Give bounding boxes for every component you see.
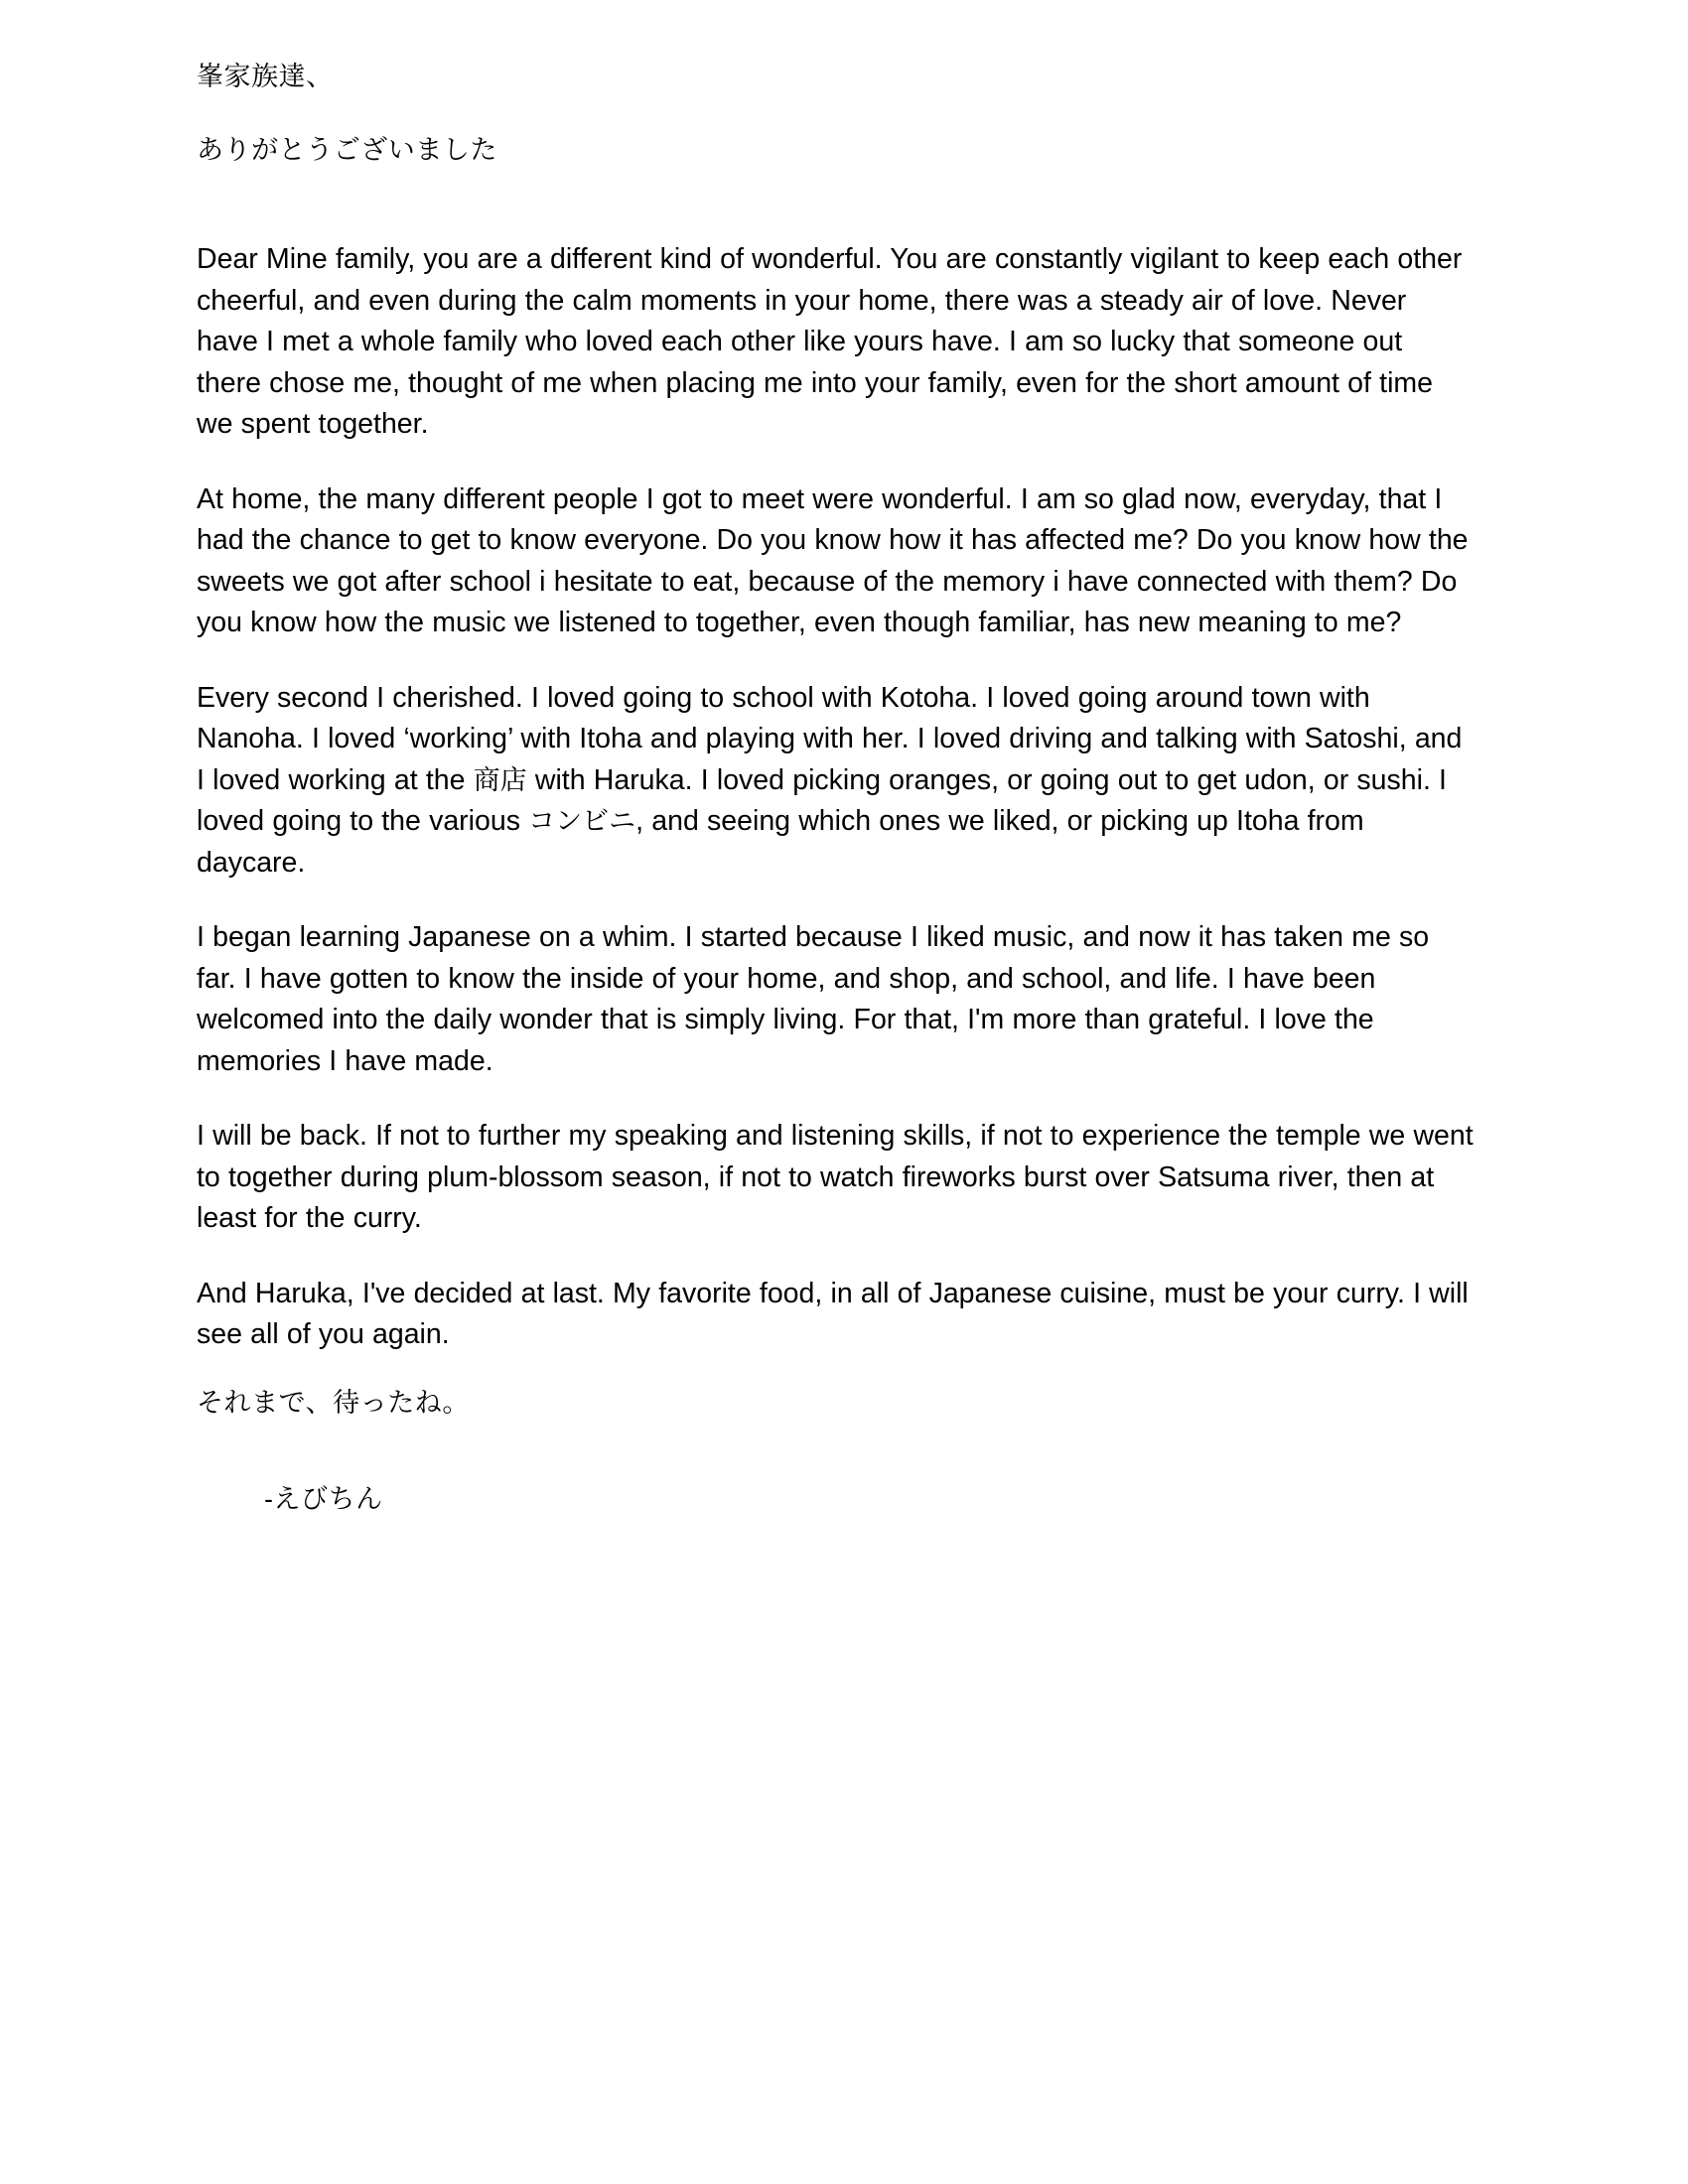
closing-line: それまで、待ったね。: [197, 1387, 470, 1418]
memories-text-part-1: Every second I cherished. I loved going to school with Kotoha. I loved going around town with Nanoha. I loved ‘working’ with Itoha and playing with her. I loved driving and talking with Satoshi, and I loved working at the: [197, 681, 1463, 796]
memories-text-part-2: with Haruka. I loved picking oranges, or going out to get udon, or sushi. I loved going to the various: [197, 763, 1447, 837]
signature-line: -えびちん: [264, 1483, 383, 1514]
letter-body: [197, 239, 1475, 1513]
paragraph-learning-japanese: I began learning Japanese on a whim. I started because I liked music, and now it has taken me so far. I have gotten to know the inside of your home, and shop, and school, and life. I have been welcomed into the daily wonder that is simply living. For that, I'm more than grateful. I love the memories I have made.: [197, 921, 1430, 1077]
greeting-line-thanks: ありがとうございました: [197, 135, 497, 165]
memories-text-part-3: , and seeing which ones we liked, or picking up Itoha from daycare.: [197, 805, 1364, 879]
paragraph-memories: [197, 678, 1475, 885]
japanese-word-convenience-store: コンビニ: [528, 806, 636, 837]
paragraph-at-home: At home, the many different people I got to meet were wonderful. I am so glad now, everyday, that I had the chance to get to know everyone. Do you know how it has affected me? Do you know how the sweets we got after school i hesitate to eat, because of the memory i have connected with them? Do you know how the music we listened to together, even though familiar, has new meaning to me?: [197, 482, 1469, 638]
japanese-word-shop: 商店: [473, 764, 527, 796]
greeting-line-addressee: 峯家族達、: [197, 62, 334, 91]
paragraph-will-be-back: I will be back. If not to further my speaking and listening skills, if not to experience the temple we went to together during plum-blossom season, if not to watch fireworks burst over Satsuma river, then at least for the curry.: [197, 1120, 1474, 1234]
paragraph-haruka-curry: And Haruka, I've decided at last. My favorite food, in all of Japanese cuisine, must be your curry. I will see all of you again.: [197, 1277, 1469, 1350]
paragraph-intro: Dear Mine family, you are a different kind of wonderful. You are constantly vigilant to keep each other cheerful, and even during the calm moments in your home, there was a steady air of love. Never have I met a whole family who loved each other like yours have. I am so lucky that someone out there chose me, thought of me when placing me into your family, even for the short amount of time we spent together.: [197, 243, 1463, 440]
greeting-block: [197, 64, 1475, 164]
